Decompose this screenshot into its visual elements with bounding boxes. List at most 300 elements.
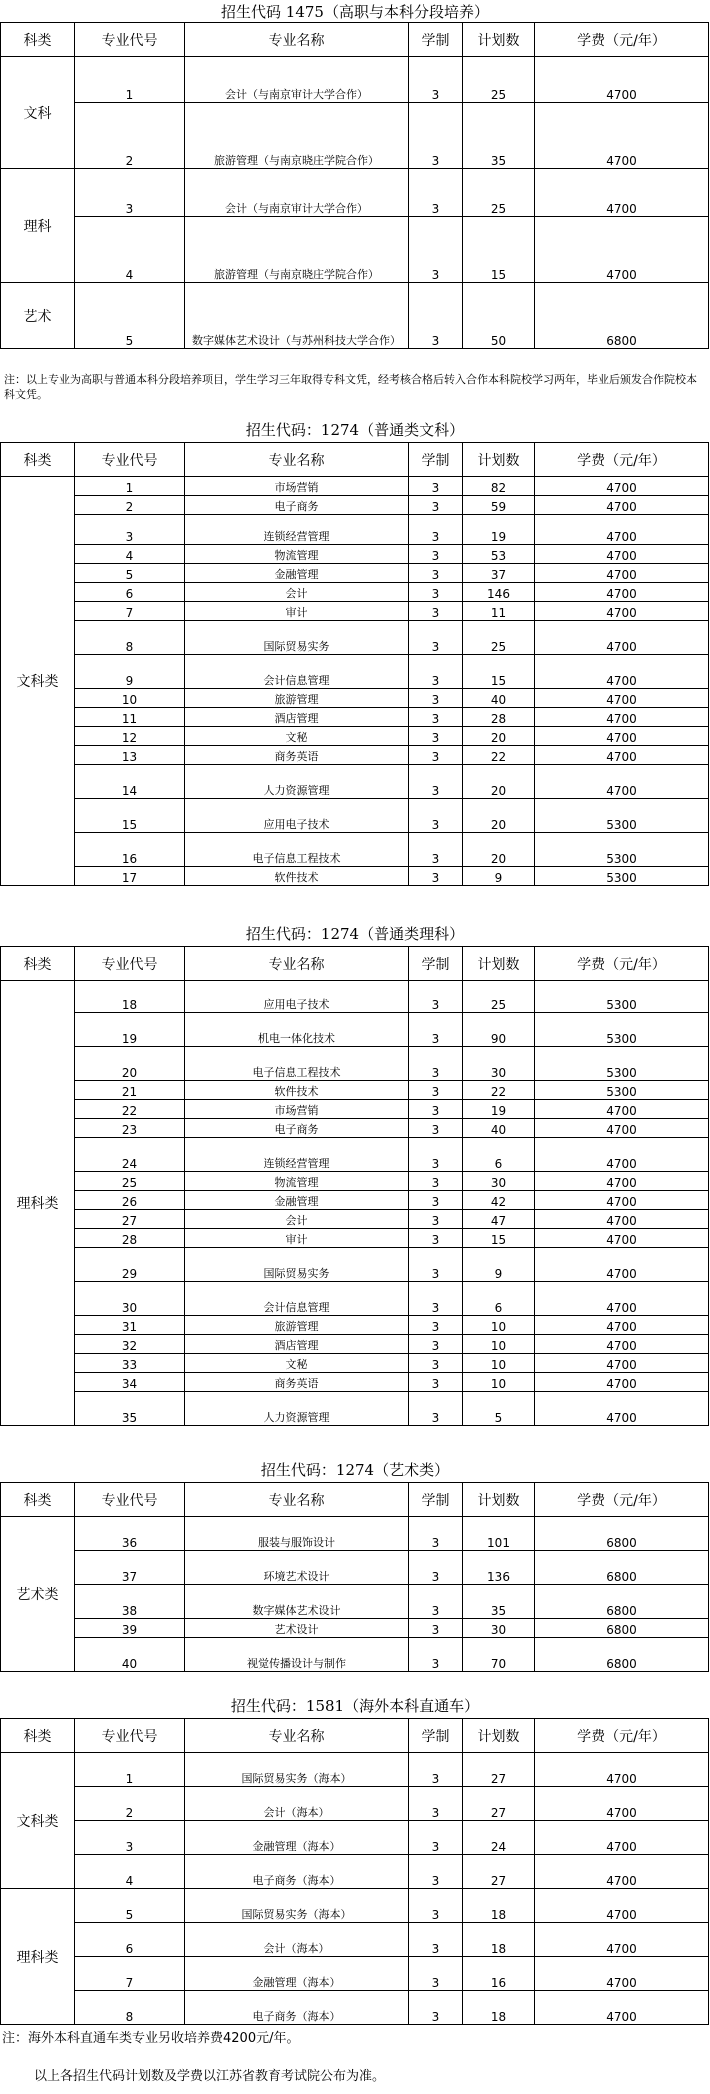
fee-cell: 4700 — [535, 1282, 709, 1316]
header-code: 专业代号 — [75, 947, 185, 981]
table-row — [1, 1282, 709, 1316]
plan-cell: 59 — [463, 496, 535, 515]
header-fee: 学费（元/年） — [535, 23, 709, 57]
name-cell: 酒店管理 — [185, 1335, 409, 1354]
footer-note: 注：海外本科直通车类专业另收培养费4200元/年。 — [2, 2031, 300, 2046]
plan-cell: 15 — [463, 655, 535, 689]
table-row — [1, 496, 709, 515]
header-code: 专业代号 — [75, 1483, 185, 1517]
fee-cell: 4700 — [535, 727, 709, 746]
plan-cell: 22 — [463, 1081, 535, 1100]
table-row — [1, 57, 709, 103]
years-cell: 3 — [409, 602, 463, 621]
years-cell: 3 — [409, 1248, 463, 1282]
name-cell: 酒店管理 — [185, 708, 409, 727]
plan-cell: 70 — [463, 1638, 535, 1672]
code-cell: 35 — [75, 1392, 185, 1426]
category-cell: 艺术类 — [1, 1517, 75, 1672]
years-cell: 3 — [409, 496, 463, 515]
table-row — [1, 1957, 709, 1991]
code-cell: 1 — [75, 477, 185, 496]
plan-cell: 40 — [463, 689, 535, 708]
years-cell: 3 — [409, 1638, 463, 1672]
category-cell: 文科类 — [1, 1753, 75, 1889]
years-cell: 3 — [409, 103, 463, 169]
plan-cell: 18 — [463, 1889, 535, 1923]
plan-cell: 10 — [463, 1354, 535, 1373]
fee-cell: 4700 — [535, 217, 709, 283]
plan-cell: 19 — [463, 515, 535, 545]
table-row — [1, 1551, 709, 1585]
table-row — [1, 655, 709, 689]
plan-cell: 35 — [463, 103, 535, 169]
fee-cell: 4700 — [535, 708, 709, 727]
table-row — [1, 981, 709, 1013]
years-cell: 3 — [409, 1081, 463, 1100]
code-cell: 16 — [75, 833, 185, 867]
table-row — [1, 1335, 709, 1354]
table-row — [1, 1354, 709, 1373]
years-cell: 3 — [409, 833, 463, 867]
plan-cell: 37 — [463, 564, 535, 583]
plan-cell: 9 — [463, 1248, 535, 1282]
plan-cell: 6 — [463, 1138, 535, 1172]
name-cell: 电子商务 — [185, 496, 409, 515]
code-cell: 26 — [75, 1191, 185, 1210]
enrollment-table — [0, 1482, 709, 1672]
name-cell: 金融管理 — [185, 564, 409, 583]
plan-cell: 47 — [463, 1210, 535, 1229]
table-row — [1, 1191, 709, 1210]
name-cell: 环境艺术设计 — [185, 1551, 409, 1585]
fee-cell: 4700 — [535, 1991, 709, 2025]
table-row — [1, 689, 709, 708]
name-cell: 金融管理 — [185, 1191, 409, 1210]
header-years: 学制 — [409, 947, 463, 981]
code-cell: 4 — [75, 545, 185, 564]
years-cell: 3 — [409, 1373, 463, 1392]
code-cell: 31 — [75, 1316, 185, 1335]
header-plan: 计划数 — [463, 1483, 535, 1517]
code-cell: 34 — [75, 1373, 185, 1392]
name-cell: 应用电子技术 — [185, 981, 409, 1013]
plan-cell: 42 — [463, 1191, 535, 1210]
plan-cell: 28 — [463, 708, 535, 727]
table-row — [1, 1100, 709, 1119]
fee-cell: 4700 — [535, 1229, 709, 1248]
code-cell: 37 — [75, 1551, 185, 1585]
name-cell: 人力资源管理 — [185, 1392, 409, 1426]
name-cell: 数字媒体艺术设计 — [185, 1585, 409, 1619]
table-row — [1, 1047, 709, 1081]
fee-cell: 4700 — [535, 564, 709, 583]
years-cell: 3 — [409, 1991, 463, 2025]
plan-cell: 22 — [463, 746, 535, 765]
header-name: 专业名称 — [185, 443, 409, 477]
section-title: 招生代码：1274（艺术类） — [260, 1461, 450, 1479]
name-cell: 电子商务（海本） — [185, 1991, 409, 2025]
plan-cell: 15 — [463, 1229, 535, 1248]
code-cell: 8 — [75, 1991, 185, 2025]
table-row — [1, 217, 709, 283]
years-cell: 3 — [409, 1210, 463, 1229]
fee-cell: 4700 — [535, 1172, 709, 1191]
header-years: 学制 — [409, 1719, 463, 1753]
name-cell: 电子信息工程技术 — [185, 833, 409, 867]
name-cell: 国际贸易实务 — [185, 1248, 409, 1282]
header-name: 专业名称 — [185, 1719, 409, 1753]
fee-cell: 4700 — [535, 57, 709, 103]
code-cell: 28 — [75, 1229, 185, 1248]
fee-cell: 6800 — [535, 1638, 709, 1672]
table-row — [1, 1855, 709, 1889]
years-cell: 3 — [409, 1957, 463, 1991]
table-row — [1, 765, 709, 799]
category-cell: 文科类 — [1, 477, 75, 886]
plan-cell: 136 — [463, 1551, 535, 1585]
fee-cell: 4700 — [535, 583, 709, 602]
table-row — [1, 283, 709, 349]
footer-note: 以上各招生代码计划数及学费以江苏省教育考试院公布为准。 — [34, 2069, 386, 2084]
plan-cell: 30 — [463, 1047, 535, 1081]
name-cell: 旅游管理 — [185, 689, 409, 708]
fee-cell: 4700 — [535, 602, 709, 621]
code-cell: 32 — [75, 1335, 185, 1354]
fee-cell: 4700 — [535, 477, 709, 496]
years-cell: 3 — [409, 1923, 463, 1957]
fee-cell: 4700 — [535, 545, 709, 564]
code-cell: 4 — [75, 1855, 185, 1889]
name-cell: 会计信息管理 — [185, 1282, 409, 1316]
table-row — [1, 1991, 709, 2025]
years-cell: 3 — [409, 1100, 463, 1119]
table-row — [1, 1787, 709, 1821]
code-cell: 24 — [75, 1138, 185, 1172]
fee-cell: 4700 — [535, 496, 709, 515]
code-cell: 11 — [75, 708, 185, 727]
header-category: 科类 — [1, 443, 75, 477]
table-row — [1, 799, 709, 833]
name-cell: 连锁经营管理 — [185, 515, 409, 545]
years-cell: 3 — [409, 1172, 463, 1191]
fee-cell: 5300 — [535, 833, 709, 867]
name-cell: 会计（海本） — [185, 1923, 409, 1957]
years-cell: 3 — [409, 1282, 463, 1316]
fee-cell: 4700 — [535, 1335, 709, 1354]
header-code: 专业代号 — [75, 23, 185, 57]
fee-cell: 4700 — [535, 169, 709, 217]
code-cell: 15 — [75, 799, 185, 833]
name-cell: 电子商务 — [185, 1119, 409, 1138]
name-cell: 会计（海本） — [185, 1787, 409, 1821]
table-row — [1, 621, 709, 655]
fee-cell: 4700 — [535, 1787, 709, 1821]
table-row — [1, 515, 709, 545]
plan-cell: 10 — [463, 1335, 535, 1354]
name-cell: 国际贸易实务（海本） — [185, 1753, 409, 1787]
name-cell: 市场营销 — [185, 1100, 409, 1119]
plan-cell: 50 — [463, 283, 535, 349]
table-row — [1, 1210, 709, 1229]
years-cell: 3 — [409, 515, 463, 545]
header-row — [1, 1483, 709, 1517]
name-cell: 机电一体化技术 — [185, 1013, 409, 1047]
code-cell: 33 — [75, 1354, 185, 1373]
name-cell: 金融管理（海本） — [185, 1821, 409, 1855]
table-row — [1, 602, 709, 621]
years-cell: 3 — [409, 799, 463, 833]
fee-cell: 4700 — [535, 1210, 709, 1229]
years-cell: 3 — [409, 746, 463, 765]
plan-cell: 15 — [463, 217, 535, 283]
table-row — [1, 545, 709, 564]
table-row — [1, 1753, 709, 1787]
name-cell: 数字媒体艺术设计（与苏州科技大学合作） — [185, 283, 409, 349]
section-title: 招生代码：1274（普通类文科） — [245, 421, 465, 439]
code-cell: 3 — [75, 515, 185, 545]
years-cell: 3 — [409, 727, 463, 746]
fee-cell: 5300 — [535, 799, 709, 833]
section-title: 招生代码：1274（普通类理科） — [245, 925, 465, 943]
name-cell: 连锁经营管理 — [185, 1138, 409, 1172]
plan-cell: 25 — [463, 169, 535, 217]
header-years: 学制 — [409, 443, 463, 477]
code-cell: 29 — [75, 1248, 185, 1282]
years-cell: 3 — [409, 1821, 463, 1855]
plan-cell: 90 — [463, 1013, 535, 1047]
fee-cell: 4700 — [535, 1821, 709, 1855]
years-cell: 3 — [409, 1013, 463, 1047]
name-cell: 审计 — [185, 602, 409, 621]
header-code: 专业代号 — [75, 1719, 185, 1753]
table-row — [1, 1316, 709, 1335]
code-cell: 5 — [75, 1889, 185, 1923]
code-cell: 19 — [75, 1013, 185, 1047]
name-cell: 服装与服饰设计 — [185, 1517, 409, 1551]
name-cell: 金融管理（海本） — [185, 1957, 409, 1991]
enrollment-table — [0, 442, 709, 886]
enrollment-table — [0, 1718, 709, 2025]
years-cell: 3 — [409, 867, 463, 886]
code-cell: 5 — [75, 564, 185, 583]
years-cell: 3 — [409, 1119, 463, 1138]
table-row — [1, 1585, 709, 1619]
table-row — [1, 1373, 709, 1392]
table-row — [1, 1081, 709, 1100]
fee-cell: 5300 — [535, 867, 709, 886]
fee-cell: 5300 — [535, 981, 709, 1013]
plan-cell: 27 — [463, 1787, 535, 1821]
category-cell: 艺术 — [1, 283, 75, 349]
name-cell: 艺术设计 — [185, 1619, 409, 1638]
code-cell: 14 — [75, 765, 185, 799]
plan-cell: 40 — [463, 1119, 535, 1138]
name-cell: 软件技术 — [185, 1081, 409, 1100]
name-cell: 国际贸易实务（海本） — [185, 1889, 409, 1923]
fee-cell: 4700 — [535, 1957, 709, 1991]
header-category: 科类 — [1, 1719, 75, 1753]
fee-cell: 4700 — [535, 621, 709, 655]
table-row — [1, 169, 709, 217]
table-note: 注：以上专业为高职与普通本科分段培养项目，学生学习三年取得专科文凭，经考核合格后转入合作本科院校学习两年，毕业后颁发合作院校本科文凭。 — [4, 373, 697, 401]
fee-cell: 4700 — [535, 765, 709, 799]
header-row — [1, 443, 709, 477]
plan-cell: 11 — [463, 602, 535, 621]
fee-cell: 4700 — [535, 1753, 709, 1787]
name-cell: 国际贸易实务 — [185, 621, 409, 655]
name-cell: 文秘 — [185, 727, 409, 746]
years-cell: 3 — [409, 217, 463, 283]
fee-cell: 4700 — [535, 746, 709, 765]
plan-cell: 35 — [463, 1585, 535, 1619]
table-row — [1, 1889, 709, 1923]
table-row — [1, 564, 709, 583]
plan-cell: 25 — [463, 981, 535, 1013]
plan-cell: 9 — [463, 867, 535, 886]
code-cell: 9 — [75, 655, 185, 689]
fee-cell: 4700 — [535, 1354, 709, 1373]
code-cell: 36 — [75, 1517, 185, 1551]
name-cell: 旅游管理 — [185, 1316, 409, 1335]
code-cell: 6 — [75, 1923, 185, 1957]
years-cell: 3 — [409, 1855, 463, 1889]
code-cell: 3 — [75, 1821, 185, 1855]
name-cell: 旅游管理（与南京晓庄学院合作） — [185, 217, 409, 283]
category-cell: 理科类 — [1, 981, 75, 1426]
name-cell: 软件技术 — [185, 867, 409, 886]
table-row — [1, 727, 709, 746]
table-row — [1, 583, 709, 602]
code-cell: 10 — [75, 689, 185, 708]
name-cell: 物流管理 — [185, 1172, 409, 1191]
header-row — [1, 1719, 709, 1753]
fee-cell: 4700 — [535, 1119, 709, 1138]
plan-cell: 24 — [463, 1821, 535, 1855]
fee-cell: 4700 — [535, 103, 709, 169]
code-cell: 27 — [75, 1210, 185, 1229]
code-cell: 21 — [75, 1081, 185, 1100]
fee-cell: 4700 — [535, 1373, 709, 1392]
enrollment-table — [0, 946, 709, 1426]
fee-cell: 4700 — [535, 1191, 709, 1210]
header-name: 专业名称 — [185, 947, 409, 981]
plan-cell: 20 — [463, 799, 535, 833]
years-cell: 3 — [409, 1316, 463, 1335]
header-fee: 学费（元/年） — [535, 947, 709, 981]
header-category: 科类 — [1, 23, 75, 57]
section-title: 招生代码 1475（高职与本科分段培养） — [221, 3, 489, 21]
table-row — [1, 477, 709, 496]
plan-cell: 18 — [463, 1923, 535, 1957]
header-row — [1, 23, 709, 57]
plan-cell: 16 — [463, 1957, 535, 1991]
name-cell: 物流管理 — [185, 545, 409, 564]
years-cell: 3 — [409, 1138, 463, 1172]
code-cell: 4 — [75, 217, 185, 283]
years-cell: 3 — [409, 1229, 463, 1248]
name-cell: 电子信息工程技术 — [185, 1047, 409, 1081]
fee-cell: 6800 — [535, 1585, 709, 1619]
fee-cell: 4700 — [535, 655, 709, 689]
table-row — [1, 1138, 709, 1172]
years-cell: 3 — [409, 57, 463, 103]
section-title: 招生代码：1581（海外本科直通车） — [230, 1697, 480, 1715]
years-cell: 3 — [409, 1191, 463, 1210]
table-row — [1, 708, 709, 727]
fee-cell: 4700 — [535, 1889, 709, 1923]
years-cell: 3 — [409, 545, 463, 564]
fee-cell: 4700 — [535, 1316, 709, 1335]
fee-cell: 4700 — [535, 1855, 709, 1889]
years-cell: 3 — [409, 1517, 463, 1551]
fee-cell: 4700 — [535, 1248, 709, 1282]
years-cell: 3 — [409, 981, 463, 1013]
header-plan: 计划数 — [463, 23, 535, 57]
years-cell: 3 — [409, 655, 463, 689]
fee-cell: 6800 — [535, 1517, 709, 1551]
years-cell: 3 — [409, 765, 463, 799]
plan-cell: 6 — [463, 1282, 535, 1316]
name-cell: 市场营销 — [185, 477, 409, 496]
code-cell: 39 — [75, 1619, 185, 1638]
category-cell: 理科类 — [1, 1889, 75, 2025]
years-cell: 3 — [409, 1619, 463, 1638]
years-cell: 3 — [409, 1889, 463, 1923]
code-cell: 22 — [75, 1100, 185, 1119]
code-cell: 5 — [75, 283, 185, 349]
years-cell: 3 — [409, 689, 463, 708]
years-cell: 3 — [409, 1787, 463, 1821]
header-plan: 计划数 — [463, 947, 535, 981]
name-cell: 会计（与南京审计大学合作） — [185, 169, 409, 217]
plan-cell: 27 — [463, 1753, 535, 1787]
table-row — [1, 746, 709, 765]
header-category: 科类 — [1, 1483, 75, 1517]
code-cell: 20 — [75, 1047, 185, 1081]
fee-cell: 4700 — [535, 1392, 709, 1426]
code-cell: 30 — [75, 1282, 185, 1316]
category-cell: 理科 — [1, 169, 75, 283]
fee-cell: 6800 — [535, 283, 709, 349]
code-cell: 7 — [75, 1957, 185, 1991]
name-cell: 电子商务（海本） — [185, 1855, 409, 1889]
years-cell: 3 — [409, 564, 463, 583]
name-cell: 应用电子技术 — [185, 799, 409, 833]
table-row — [1, 1517, 709, 1551]
name-cell: 人力资源管理 — [185, 765, 409, 799]
code-cell: 17 — [75, 867, 185, 886]
header-fee: 学费（元/年） — [535, 1719, 709, 1753]
code-cell: 23 — [75, 1119, 185, 1138]
name-cell: 会计（与南京审计大学合作） — [185, 57, 409, 103]
name-cell: 会计 — [185, 1210, 409, 1229]
code-cell: 38 — [75, 1585, 185, 1619]
fee-cell: 4700 — [535, 1923, 709, 1957]
years-cell: 3 — [409, 283, 463, 349]
header-plan: 计划数 — [463, 443, 535, 477]
years-cell: 3 — [409, 1335, 463, 1354]
code-cell: 25 — [75, 1172, 185, 1191]
plan-cell: 25 — [463, 57, 535, 103]
plan-cell: 30 — [463, 1172, 535, 1191]
header-code: 专业代号 — [75, 443, 185, 477]
code-cell: 3 — [75, 169, 185, 217]
plan-cell: 82 — [463, 477, 535, 496]
code-cell: 2 — [75, 496, 185, 515]
header-row — [1, 947, 709, 981]
name-cell: 商务英语 — [185, 1373, 409, 1392]
header-category: 科类 — [1, 947, 75, 981]
